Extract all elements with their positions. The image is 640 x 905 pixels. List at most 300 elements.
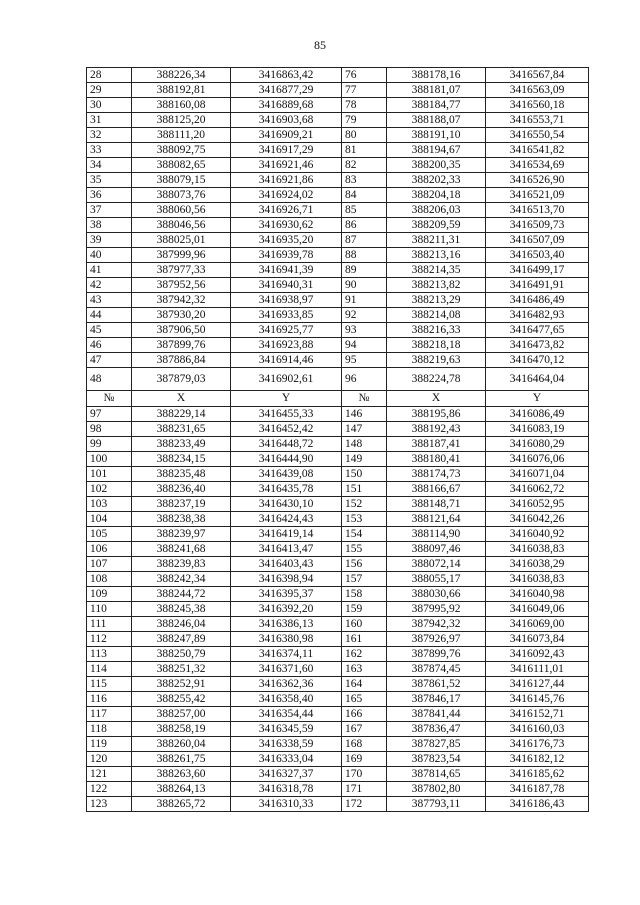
table-row [87,662,589,677]
y-coordinate-cell: 3416145,76 [486,692,589,707]
x-coordinate-cell: 388055,17 [387,572,486,587]
table-row [87,782,589,797]
y-coordinate-cell: 3416176,73 [486,737,589,752]
y-coordinate-cell: 3416541,82 [486,143,589,158]
y-coordinate-cell: 3416338,59 [231,737,342,752]
x-coordinate-cell: 387926,97 [387,632,486,647]
point-number-cell: 38 [87,218,132,233]
point-number-cell: 106 [87,542,132,557]
x-coordinate-cell: 388192,81 [132,83,231,98]
point-number-cell: 164 [342,677,387,692]
y-coordinate-cell: 3416482,93 [486,308,589,323]
point-number-cell: 116 [87,692,132,707]
x-coordinate-cell: 388195,86 [387,407,486,422]
point-number-cell: 77 [342,83,387,98]
y-coordinate-cell: 3416526,90 [486,173,589,188]
y-coordinate-cell: 3416938,97 [231,293,342,308]
y-coordinate-cell: 3416362,36 [231,677,342,692]
table-row [87,572,589,587]
y-coordinate-cell: 3416452,42 [231,422,342,437]
x-coordinate-cell: 388229,14 [132,407,231,422]
x-coordinate-cell: 388250,79 [132,647,231,662]
table-row [87,158,589,173]
x-coordinate-cell: 388257,00 [132,707,231,722]
y-coordinate-cell: 3416310,33 [231,797,342,812]
y-coordinate-cell: 3416185,62 [486,767,589,782]
point-number-cell: 79 [342,113,387,128]
point-number-cell: 80 [342,128,387,143]
x-coordinate-cell: 388235,48 [132,467,231,482]
point-number-cell: 168 [342,737,387,752]
y-coordinate-cell: 3416086,49 [486,407,589,422]
x-coordinate-cell: 388258,19 [132,722,231,737]
y-coordinate-cell: 3416464,04 [486,368,589,391]
y-coordinate-cell: 3416939,78 [231,248,342,263]
point-number-cell: 91 [342,293,387,308]
point-number-cell: 146 [342,407,387,422]
x-coordinate-cell: 388030,66 [387,587,486,602]
y-coordinate-cell: 3416486,49 [486,293,589,308]
x-coordinate-cell: 388234,15 [132,452,231,467]
table-row [87,278,589,293]
point-number-cell: 42 [87,278,132,293]
point-number-cell: 160 [342,617,387,632]
x-coordinate-cell: 388209,59 [387,218,486,233]
y-coordinate-cell: 3416127,44 [486,677,589,692]
table-row [87,752,589,767]
y-coordinate-cell: 3416926,71 [231,203,342,218]
x-coordinate-cell: 387930,20 [132,308,231,323]
point-number-cell: 117 [87,707,132,722]
x-coordinate-cell: 388202,33 [387,173,486,188]
y-coordinate-cell: 3416038,29 [486,557,589,572]
point-number-cell: 100 [87,452,132,467]
x-coordinate-cell: 388226,34 [132,68,231,83]
point-number-cell: 154 [342,527,387,542]
point-number-cell: 165 [342,692,387,707]
point-number-cell: 110 [87,602,132,617]
x-coordinate-cell: 388238,38 [132,512,231,527]
x-coordinate-cell: 388213,29 [387,293,486,308]
table-row [87,368,589,391]
point-number-cell: 92 [342,308,387,323]
point-number-cell: 94 [342,338,387,353]
point-number-cell: 85 [342,203,387,218]
table-row [87,467,589,482]
y-coordinate-cell: 3416435,78 [231,482,342,497]
point-number-cell: 162 [342,647,387,662]
x-coordinate-cell: 387879,03 [132,368,231,391]
point-number-cell: 86 [342,218,387,233]
point-number-cell: 152 [342,497,387,512]
y-coordinate-cell: 3416930,62 [231,218,342,233]
y-coordinate-cell: 3416380,98 [231,632,342,647]
y-coordinate-cell: 3416902,61 [231,368,342,391]
point-number-cell: 118 [87,722,132,737]
y-coordinate-cell: 3416923,88 [231,338,342,353]
y-coordinate-cell: 3416076,06 [486,452,589,467]
x-coordinate-cell: 388216,33 [387,323,486,338]
point-number-cell: 40 [87,248,132,263]
x-coordinate-cell: 388046,56 [132,218,231,233]
x-coordinate-cell: 387886,84 [132,353,231,368]
coordinates-table-header [87,391,589,407]
table-row [87,143,589,158]
x-coordinate-cell: 388261,75 [132,752,231,767]
x-coordinate-cell: 388092,75 [132,143,231,158]
x-coordinate-cell: 388188,07 [387,113,486,128]
x-coordinate-cell: 388111,20 [132,128,231,143]
header-y-left: Y [231,391,342,407]
point-number-cell: 31 [87,113,132,128]
x-coordinate-cell: 388148,71 [387,497,486,512]
point-number-cell: 113 [87,647,132,662]
x-coordinate-cell: 388073,76 [132,188,231,203]
table-row [87,557,589,572]
point-number-cell: 114 [87,662,132,677]
table-row [87,248,589,263]
y-coordinate-cell: 3416080,29 [486,437,589,452]
header-x-left: X [132,391,231,407]
point-number-cell: 161 [342,632,387,647]
table-row [87,422,589,437]
y-coordinate-cell: 3416040,98 [486,587,589,602]
point-number-cell: 107 [87,557,132,572]
x-coordinate-cell: 388125,20 [132,113,231,128]
y-coordinate-cell: 3416863,42 [231,68,342,83]
y-coordinate-cell: 3416419,14 [231,527,342,542]
point-number-cell: 123 [87,797,132,812]
point-number-cell: 155 [342,542,387,557]
table-row [87,692,589,707]
table-row [87,203,589,218]
point-number-cell: 103 [87,497,132,512]
y-coordinate-cell: 3416509,73 [486,218,589,233]
table-row [87,737,589,752]
x-coordinate-cell: 388251,32 [132,662,231,677]
y-coordinate-cell: 3416345,59 [231,722,342,737]
x-coordinate-cell: 388247,89 [132,632,231,647]
point-number-cell: 43 [87,293,132,308]
x-coordinate-cell: 388204,18 [387,188,486,203]
point-number-cell: 115 [87,677,132,692]
point-number-cell: 83 [342,173,387,188]
x-coordinate-cell: 387899,76 [387,647,486,662]
x-coordinate-cell: 388184,77 [387,98,486,113]
x-coordinate-cell: 388237,19 [132,497,231,512]
y-coordinate-cell: 3416507,09 [486,233,589,248]
y-coordinate-cell: 3416111,01 [486,662,589,677]
table-row [87,173,589,188]
table-row [87,587,589,602]
point-number-cell: 95 [342,353,387,368]
x-coordinate-cell: 388211,31 [387,233,486,248]
point-number-cell: 167 [342,722,387,737]
point-number-cell: 33 [87,143,132,158]
y-coordinate-cell: 3416040,92 [486,527,589,542]
y-coordinate-cell: 3416392,20 [231,602,342,617]
point-number-cell: 88 [342,248,387,263]
point-number-cell: 97 [87,407,132,422]
table-row [87,293,589,308]
table-row [87,527,589,542]
table-row [87,308,589,323]
y-coordinate-cell: 3416503,40 [486,248,589,263]
y-coordinate-cell: 3416398,94 [231,572,342,587]
table-row [87,452,589,467]
x-coordinate-cell: 388187,41 [387,437,486,452]
table-row [87,437,589,452]
y-coordinate-cell: 3416534,69 [486,158,589,173]
y-coordinate-cell: 3416318,78 [231,782,342,797]
x-coordinate-cell: 388231,65 [132,422,231,437]
y-coordinate-cell: 3416403,43 [231,557,342,572]
point-number-cell: 47 [87,353,132,368]
y-coordinate-cell: 3416560,18 [486,98,589,113]
y-coordinate-cell: 3416062,72 [486,482,589,497]
y-coordinate-cell: 3416933,85 [231,308,342,323]
table-row [87,113,589,128]
header-y-right: Y [486,391,589,407]
x-coordinate-cell: 387861,52 [387,677,486,692]
point-number-cell: 93 [342,323,387,338]
table-row [87,617,589,632]
x-coordinate-cell: 388241,68 [132,542,231,557]
table-row [87,263,589,278]
y-coordinate-cell: 3416940,31 [231,278,342,293]
x-coordinate-cell: 387836,47 [387,722,486,737]
y-coordinate-cell: 3416354,44 [231,707,342,722]
y-coordinate-cell: 3416424,43 [231,512,342,527]
y-coordinate-cell: 3416413,47 [231,542,342,557]
point-number-cell: 112 [87,632,132,647]
x-coordinate-cell: 388072,14 [387,557,486,572]
x-coordinate-cell: 387906,50 [132,323,231,338]
y-coordinate-cell: 3416521,09 [486,188,589,203]
table-row [87,647,589,662]
x-coordinate-cell: 388244,72 [132,587,231,602]
y-coordinate-cell: 3416042,26 [486,512,589,527]
y-coordinate-cell: 3416491,91 [486,278,589,293]
x-coordinate-cell: 388252,91 [132,677,231,692]
point-number-cell: 37 [87,203,132,218]
x-coordinate-cell: 388200,35 [387,158,486,173]
x-coordinate-cell: 387802,80 [387,782,486,797]
x-coordinate-cell: 388233,49 [132,437,231,452]
point-number-cell: 120 [87,752,132,767]
y-coordinate-cell: 3416073,84 [486,632,589,647]
page-number: 85 [314,38,326,52]
x-coordinate-cell: 388239,97 [132,527,231,542]
x-coordinate-cell: 388194,67 [387,143,486,158]
x-coordinate-cell: 388224,78 [387,368,486,391]
y-coordinate-cell: 3416071,04 [486,467,589,482]
x-coordinate-cell: 388160,08 [132,98,231,113]
point-number-cell: 98 [87,422,132,437]
x-coordinate-cell: 388191,10 [387,128,486,143]
y-coordinate-cell: 3416499,17 [486,263,589,278]
y-coordinate-cell: 3416563,09 [486,83,589,98]
y-coordinate-cell: 3416513,70 [486,203,589,218]
y-coordinate-cell: 3416038,83 [486,572,589,587]
table-row [87,407,589,422]
x-coordinate-cell: 388097,46 [387,542,486,557]
point-number-cell: 35 [87,173,132,188]
x-coordinate-cell: 387814,65 [387,767,486,782]
x-coordinate-cell: 387952,56 [132,278,231,293]
table-row [87,707,589,722]
y-coordinate-cell: 3416941,39 [231,263,342,278]
coordinates-table-top [87,68,589,391]
y-coordinate-cell: 3416327,37 [231,767,342,782]
y-coordinate-cell: 3416333,04 [231,752,342,767]
y-coordinate-cell: 3416038,83 [486,542,589,557]
x-coordinate-cell: 387999,96 [132,248,231,263]
table-row [87,323,589,338]
x-coordinate-cell: 387942,32 [132,293,231,308]
x-coordinate-cell: 387793,11 [387,797,486,812]
y-coordinate-cell: 3416448,72 [231,437,342,452]
point-number-cell: 44 [87,308,132,323]
x-coordinate-cell: 388025,01 [132,233,231,248]
point-number-cell: 39 [87,233,132,248]
point-number-cell: 46 [87,338,132,353]
x-coordinate-cell: 388265,72 [132,797,231,812]
point-number-cell: 171 [342,782,387,797]
x-coordinate-cell: 388214,08 [387,308,486,323]
point-number-cell: 89 [342,263,387,278]
y-coordinate-cell: 3416553,71 [486,113,589,128]
y-coordinate-cell: 3416160,03 [486,722,589,737]
table-row [87,602,589,617]
point-number-cell: 148 [342,437,387,452]
table-row [87,218,589,233]
x-coordinate-cell: 387942,32 [387,617,486,632]
table-row [87,512,589,527]
point-number-cell: 48 [87,368,132,391]
point-number-cell: 41 [87,263,132,278]
y-coordinate-cell: 3416371,60 [231,662,342,677]
table-row [87,482,589,497]
y-coordinate-cell: 3416444,90 [231,452,342,467]
x-coordinate-cell: 387841,44 [387,707,486,722]
y-coordinate-cell: 3416455,33 [231,407,342,422]
x-coordinate-cell: 388178,16 [387,68,486,83]
y-coordinate-cell: 3416083,19 [486,422,589,437]
x-coordinate-cell: 388180,41 [387,452,486,467]
y-coordinate-cell: 3416477,65 [486,323,589,338]
y-coordinate-cell: 3416909,21 [231,128,342,143]
point-number-cell: 157 [342,572,387,587]
x-coordinate-cell: 388264,13 [132,782,231,797]
point-number-cell: 153 [342,512,387,527]
x-coordinate-cell: 388219,63 [387,353,486,368]
x-coordinate-cell: 388260,04 [132,737,231,752]
table-row [87,632,589,647]
point-number-cell: 163 [342,662,387,677]
point-number-cell: 45 [87,323,132,338]
y-coordinate-cell: 3416069,00 [486,617,589,632]
x-coordinate-cell: 387899,76 [132,338,231,353]
y-coordinate-cell: 3416386,13 [231,617,342,632]
coordinates-table [86,67,589,812]
y-coordinate-cell: 3416917,29 [231,143,342,158]
x-coordinate-cell: 388255,42 [132,692,231,707]
point-number-cell: 108 [87,572,132,587]
x-coordinate-cell: 388166,67 [387,482,486,497]
header-x-right: X [387,391,486,407]
point-number-cell: 101 [87,467,132,482]
y-coordinate-cell: 3416935,20 [231,233,342,248]
table-row [87,68,589,83]
point-number-cell: 149 [342,452,387,467]
y-coordinate-cell: 3416187,78 [486,782,589,797]
y-coordinate-cell: 3416877,29 [231,83,342,98]
point-number-cell: 84 [342,188,387,203]
table-row [87,722,589,737]
y-coordinate-cell: 3416439,08 [231,467,342,482]
y-coordinate-cell: 3416470,12 [486,353,589,368]
x-coordinate-cell: 388206,03 [387,203,486,218]
point-number-cell: 122 [87,782,132,797]
point-number-cell: 156 [342,557,387,572]
x-coordinate-cell: 388242,34 [132,572,231,587]
point-number-cell: 119 [87,737,132,752]
x-coordinate-cell: 388174,73 [387,467,486,482]
y-coordinate-cell: 3416921,86 [231,173,342,188]
point-number-cell: 99 [87,437,132,452]
point-number-cell: 78 [342,98,387,113]
y-coordinate-cell: 3416903,68 [231,113,342,128]
table-row [87,128,589,143]
y-coordinate-cell: 3416473,82 [486,338,589,353]
x-coordinate-cell: 388114,90 [387,527,486,542]
y-coordinate-cell: 3416925,77 [231,323,342,338]
y-coordinate-cell: 3416186,43 [486,797,589,812]
point-number-cell: 105 [87,527,132,542]
header-number-left: № [87,391,132,407]
point-number-cell: 104 [87,512,132,527]
x-coordinate-cell: 388060,56 [132,203,231,218]
table-row [87,677,589,692]
x-coordinate-cell: 388263,60 [132,767,231,782]
point-number-cell: 150 [342,467,387,482]
point-number-cell: 158 [342,587,387,602]
y-coordinate-cell: 3416182,12 [486,752,589,767]
table-row [87,188,589,203]
point-number-cell: 102 [87,482,132,497]
table-row [87,98,589,113]
y-coordinate-cell: 3416395,37 [231,587,342,602]
point-number-cell: 169 [342,752,387,767]
x-coordinate-cell: 388213,82 [387,278,486,293]
point-number-cell: 87 [342,233,387,248]
x-coordinate-cell: 388246,04 [132,617,231,632]
x-coordinate-cell: 387823,54 [387,752,486,767]
x-coordinate-cell: 387846,17 [387,692,486,707]
x-coordinate-cell: 388245,38 [132,602,231,617]
point-number-cell: 82 [342,158,387,173]
header-number-right: № [342,391,387,407]
x-coordinate-cell: 388082,65 [132,158,231,173]
y-coordinate-cell: 3416430,10 [231,497,342,512]
x-coordinate-cell: 387995,92 [387,602,486,617]
point-number-cell: 151 [342,482,387,497]
y-coordinate-cell: 3416052,95 [486,497,589,512]
point-number-cell: 81 [342,143,387,158]
point-number-cell: 76 [342,68,387,83]
x-coordinate-cell: 388079,15 [132,173,231,188]
